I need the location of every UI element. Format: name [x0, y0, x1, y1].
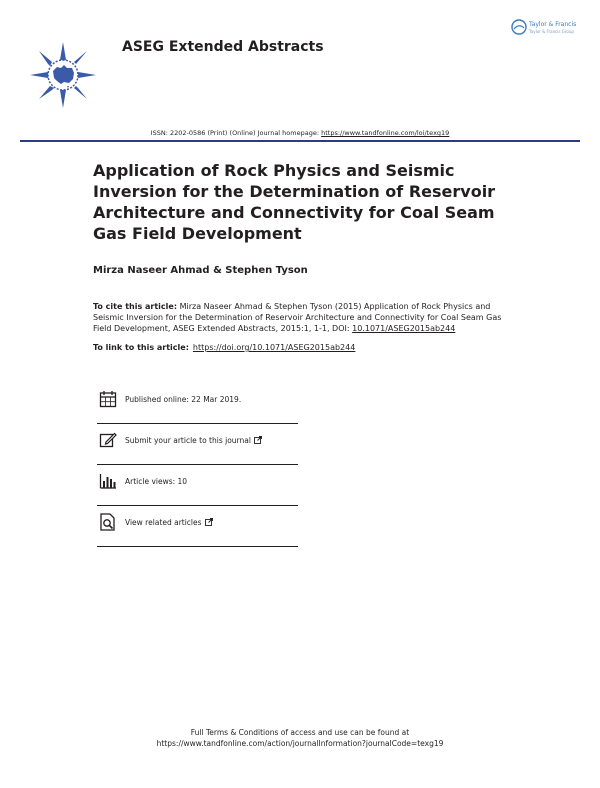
info-divider-2 [97, 464, 298, 465]
bar-chart-icon [99, 472, 117, 490]
submit-label: Submit your article to this journal [125, 436, 251, 445]
info-divider-1 [97, 423, 298, 424]
citation [93, 301, 513, 334]
publisher-name-line2: Taylor & Francis Group [529, 29, 574, 34]
cite-text: Mirza Naseer Ahmad & Stephen Tyson (2015) Application of Rock Physics and Seismic Inversion for the Determination of Reservoir Architecture and Connectivity for Coal Seam Gas Field Development, ASEG Extended Abstracts, 2015:1, 1-1, DOI: [93, 302, 502, 333]
info-divider-4 [97, 546, 298, 547]
published-date: Published online: 22 Mar 2019. [125, 395, 242, 404]
footer [0, 727, 600, 749]
related-row[interactable] [97, 508, 298, 546]
header-rule [20, 140, 580, 142]
aseg-logo [28, 40, 98, 110]
link-line [93, 343, 355, 352]
article-views: Article views: 10 [125, 477, 188, 486]
footer-terms-url[interactable]: https://www.tandfonline.com/action/journalInformation?journalCode=texg19 [156, 739, 444, 748]
link-label: To link to this article: [93, 343, 189, 352]
article-authors: Mirza Naseer Ahmad & Stephen Tyson [93, 265, 308, 276]
journal-homepage-link[interactable]: https://www.tandfonline.com/loi/texg19 [321, 129, 450, 137]
submit-row[interactable] [97, 426, 298, 464]
external-link-icon [205, 518, 213, 526]
cite-label: To cite this article: [93, 302, 178, 311]
external-link-icon [254, 436, 262, 444]
info-divider-3 [97, 505, 298, 506]
published-row [97, 385, 298, 423]
publisher-name [529, 21, 576, 35]
article-doi-url[interactable]: https://doi.org/10.1071/ASEG2015ab244 [192, 343, 356, 352]
related-link[interactable] [125, 518, 213, 527]
views-row [97, 467, 298, 505]
document-search-icon [99, 513, 117, 531]
calendar-icon [99, 390, 117, 408]
submit-link[interactable] [125, 436, 262, 445]
issn-line [0, 129, 600, 137]
journal-title: ASEG Extended Abstracts [122, 39, 324, 55]
edit-icon [99, 431, 117, 449]
publisher-name-line1: Taylor & Francis [529, 21, 577, 28]
doi-link[interactable]: 10.1071/ASEG2015ab244 [352, 324, 456, 333]
related-label: View related articles [125, 518, 202, 527]
article-title: Application of Rock Physics and Seismic Inversion for the Determination of Reservoir Architecture and Connectivity for Coal Seam Gas Field Development [93, 161, 496, 243]
issn-text: ISSN: 2202-0586 (Print) (Online) Journal homepage: [150, 129, 320, 137]
footer-terms: Full Terms & Conditions of access and use can be found at [190, 728, 410, 737]
